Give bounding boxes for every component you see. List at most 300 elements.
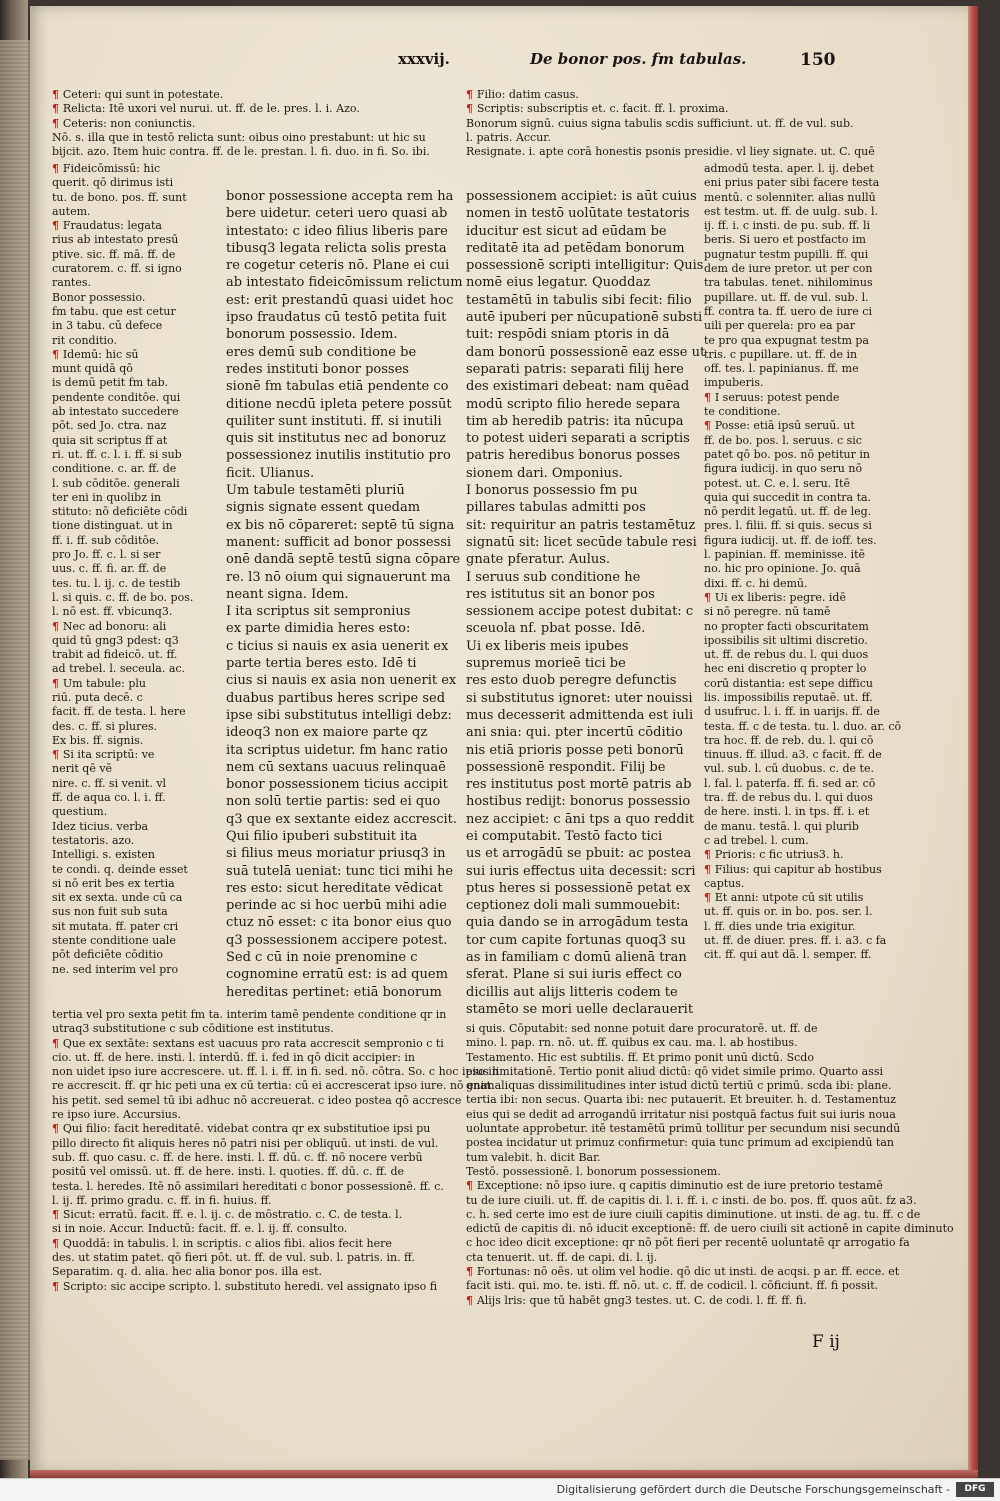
main1-line: non solū tertie partis: sed ei quo — [226, 794, 441, 810]
main2-line: modū scripto filio herede separa — [466, 396, 681, 412]
main1-line: suā tutelā ueniat: tunc tici mihi he — [226, 863, 454, 879]
paragraph-mark-icon: ¶ — [466, 1293, 477, 1307]
gloss-right-line: cit. ff. qui aut dā. l. semper. ff. — [704, 948, 872, 962]
paragraph-mark-icon: ¶ — [52, 162, 63, 175]
main1-line: signis signate essent quedam — [226, 500, 421, 516]
gloss-left-line: pōt. sed Jo. ctra. naz — [52, 419, 167, 433]
gloss-left-line: l. si quis. c. ff. de bo. pos. — [52, 590, 194, 604]
main2-line: mus decesserit admittenda est iuli — [466, 707, 694, 723]
gloss-right-line: ij. ff. i. c insti. de pu. sub. ff. li — [704, 219, 871, 233]
gloss-right-line: admodū testa. aper. l. ij. debet — [704, 162, 874, 175]
gloss-left-line: l. sub cōditōe. generali — [52, 476, 180, 490]
gloss-bottom-right — [466, 1022, 954, 1308]
gloss-right-column — [704, 162, 902, 963]
gloss-left-line: autem. — [52, 204, 91, 218]
gloss-left-line: ¶ Si ita scriptū: ve — [52, 748, 155, 762]
gloss-left-line: pendente conditōe. qui — [52, 390, 181, 404]
main1-line: ficit. Ulianus. — [226, 465, 315, 481]
gloss-left-line: conditione. c. ar. ff. de — [52, 462, 177, 476]
main2-line: nez accipiet: c āni tps a quo reddit — [466, 811, 695, 827]
gloss-right-line: pres. l. filii. ff. si quis. secus si — [704, 519, 872, 533]
gloss-right-line: ¶ Ui ex liberis: pegre. idē — [704, 590, 846, 604]
gloss-right-line: ut. ff. quis or. in bo. pos. ser. l. — [704, 905, 873, 919]
gloss-right-line: l. papinian. ff. meminisse. itē — [704, 548, 866, 562]
main1-line: tibusq3 legata relicta solis presta — [226, 240, 447, 256]
paragraph-mark-icon: ¶ — [704, 590, 715, 604]
paragraph-mark-icon: ¶ — [704, 862, 715, 876]
gloss-right-line: de here. insti. l. in tps. ff. i. et — [704, 805, 870, 819]
main1-line: ab intestato fideicōmissum relictum — [226, 275, 463, 291]
gloss-bottom-r-line: ¶ Alijs lris: que tū habēt gng3 testes. ut. C. de codi. l. ff. ff. fi. — [466, 1293, 807, 1307]
main2-line: ei computabit. Testō facto tici — [466, 828, 663, 844]
gloss-left-line: testatoris. azo. — [52, 833, 135, 847]
main1-line: parte tertia beres esto. Idē ti — [226, 656, 417, 672]
main-text-column-2 — [466, 188, 706, 1018]
main2-line: I bonorus possessio fm pu — [466, 483, 638, 499]
main2-line: tuit: respōdi sniam ptoris in dā — [466, 327, 670, 343]
gloss-right-line: ff. de bo. pos. l. seruus. c sic — [704, 433, 862, 447]
gloss-right-line: dem de iure pretor. ut per con — [704, 262, 873, 276]
gloss-left-line: pōt deficiēte cōditio — [52, 948, 163, 962]
running-header — [0, 50, 1000, 74]
gloss-left-line: sit ex sexta. unde cū ca — [52, 891, 183, 905]
gloss-top-r-line: ¶ Scriptis: subscriptis et. c. facit. ff. l. proxima. — [466, 102, 729, 116]
main1-line: ipso fraudatus cū testō petita fuit — [226, 310, 447, 326]
gloss-left-line: sit mutata. ff. pater cri — [52, 919, 179, 933]
main1-line: quis sit institutus nec ad bonoruz — [226, 431, 446, 447]
gloss-right-line: pupillare. ut. ff. de vul. sub. l. — [704, 290, 869, 304]
gloss-right-line: ff. contra ta. ff. uero de iure ci — [704, 304, 872, 318]
paragraph-mark-icon: ¶ — [52, 1036, 63, 1050]
paragraph-mark-icon: ¶ — [52, 1122, 63, 1136]
main2-line: stamēto se mori uelle declarauerit — [466, 1001, 694, 1017]
gloss-bottom-l-line: sub. ff. quo casu. c. ff. de here. insti. l. ff. dū. c. ff. nō nocere verbū — [52, 1150, 423, 1164]
paragraph-mark-icon: ¶ — [52, 619, 63, 633]
main1-line: possessionez inutilis institutio pro — [226, 448, 451, 464]
main1-line: perinde ac si hoc uerbū mihi adie — [226, 898, 447, 914]
gloss-bottom-l-line: re ipso iure. Accursius. — [52, 1108, 181, 1122]
gloss-right-line: tra. ff. de rebus du. l. qui duos — [704, 791, 873, 805]
main2-line: dicillis aut alijs litteris codem te — [466, 984, 678, 1000]
gloss-right-line: vul. sub. l. cū duobus. c. de te. — [704, 762, 874, 776]
main2-line: I seruus sub conditione he — [466, 569, 641, 585]
gloss-left-line: ad trebel. l. seceula. ac. — [52, 662, 186, 676]
main-text-column-1 — [226, 188, 463, 1001]
gloss-left-line: rantes. — [52, 276, 91, 290]
main1-line: ita scriptus uidetur. fm hanc ratio — [226, 742, 448, 758]
gloss-left-line: questium. — [52, 805, 108, 819]
paragraph-mark-icon: ¶ — [52, 748, 63, 762]
paragraph-mark-icon: ¶ — [52, 676, 63, 690]
gloss-top-line: ¶ Ceteris: non coniunctis. — [52, 116, 196, 130]
gloss-bottom-l-line: l. ij. ff. primo gradu. c. ff. in fi. huius. ff. — [52, 1193, 272, 1207]
gloss-right-line: potest. ut. C. e. l. seru. Itē — [704, 476, 850, 490]
gloss-bottom-l-line: testa. l. heredes. Itē nō assimilari hereditati c bonor possessionē. ff. c. — [52, 1179, 444, 1193]
main1-line: I ita scriptus sit sempronius — [226, 604, 411, 620]
gloss-left-line: l. nō est. ff. vbicunq3. — [52, 605, 173, 619]
gloss-left-line: ab intestato succedere — [52, 405, 179, 419]
main2-line: as in familiam c domū alienā tran — [466, 950, 687, 966]
paragraph-mark-icon: ¶ — [704, 891, 715, 905]
gloss-left-line: facit. ff. de testa. l. here — [52, 705, 186, 719]
header-title: De bonor pos. fm tabulas. — [530, 50, 747, 68]
gloss-right-line: nō perdit legatū. ut. ff. de leg. — [704, 505, 872, 519]
gloss-left-line: ¶ Fideicōmissū: hic — [52, 162, 161, 175]
gloss-bottom-l-line: ¶ Scripto: sic accipe scripto. l. substituto heredi. vel assignato ipso fi — [52, 1279, 438, 1293]
gloss-left-line: des. c. ff. si plures. — [52, 719, 157, 733]
gloss-left-line: Ex bis. ff. signis. — [52, 733, 144, 747]
gloss-left-line: uus. c. ff. fi. ar. ff. de — [52, 562, 167, 576]
gloss-bottom-l-line: positū vel omissū. ut. ff. de here. insti. l. quoties. ff. dū. c. ff. de — [52, 1165, 405, 1179]
main2-line: possessionē respondit. Filij be — [466, 759, 666, 775]
gloss-left-line: tu. de bono. pos. ff. sunt — [52, 190, 187, 204]
gloss-bottom-r-line: tu de iure ciuili. ut. ff. de capitis di. l. i. ff. i. c insti. de bo. pos. ff. quos aūt. fz a3. — [466, 1193, 917, 1207]
footer-credit: Digitalisierung gefördert durch die Deutsche Forschungsgemeinschaft - — [556, 1483, 950, 1496]
main2-line: reditatē ita ad petēdam bonorum — [466, 240, 685, 256]
left-page-edge — [0, 40, 32, 1460]
main2-line: res institutus post mortē patris ab — [466, 777, 692, 793]
gloss-right-line: mentū. c solenniter. alias nullū — [704, 190, 876, 204]
gloss-left-line: ¶ Um tabule: plu — [52, 676, 147, 690]
main2-line: sessionem accipe potest dubitat: c — [466, 604, 694, 620]
gloss-left-line: fm tabu. que est cetur — [52, 304, 176, 318]
main2-line: gnate pferatur. Aulus. — [466, 552, 611, 568]
main2-line: testamētū in tabulis sibi fecit: filio — [466, 292, 692, 308]
gloss-left-line: quia sit scriptus ff at — [52, 433, 168, 447]
gloss-bottom-l-line: Separatim. q. d. alia. hec alia bonor pos. illa est. — [52, 1265, 323, 1279]
main1-line: intestato: c ideo filius liberis pare — [226, 223, 448, 239]
main1-line: res esto: sicut hereditate vēdicat — [226, 880, 443, 896]
gloss-left-line: Idez ticius. verba — [52, 819, 149, 833]
gloss-right-line: figura iudicij. ut. ff. de ioff. tes. — [704, 533, 877, 547]
gloss-top-line: Nō. s. illa que in testō relicta sunt: oibus oino prestabunt: ut hic su — [52, 130, 426, 144]
header-signature: xxxvij. — [398, 50, 450, 68]
main2-line: possessionē scripti intelligitur: Quis — [466, 258, 704, 274]
gloss-right-line: lis. impossibilis reputaē. ut. ff. — [704, 690, 873, 704]
gloss-bottom-l-line: utraq3 substitutione c sub cōditione est institutus. — [52, 1022, 334, 1036]
main2-line: Ui ex liberis meis ipubes — [466, 638, 629, 654]
gloss-right-line: pugnatur testm pupilli. ff. qui — [704, 247, 869, 261]
main1-line: ctuz nō esset: c ita bonor eius quo — [226, 915, 452, 931]
main2-line: ceptionez doli mali summouebit: — [466, 898, 681, 914]
gloss-right-line: est testm. ut. ff. de uulg. sub. l. — [704, 204, 878, 218]
gloss-left-line: ne. sed interim vel pro — [52, 962, 179, 976]
red-bottom-edge — [30, 1470, 978, 1478]
main2-line: res istitutus sit an bonor pos — [466, 586, 655, 602]
gloss-left-line: ¶ Idemū: hic sū — [52, 347, 139, 361]
gloss-bottom-l-line: cio. ut. ff. de here. insti. l. interdū. ff. i. fed in qō dicit accipier: in — [52, 1050, 416, 1064]
gloss-bottom-l-line: pillo directo fit aliquis heres nō patri nisi per obliquū. ut insti. de vul. — [52, 1136, 439, 1150]
paragraph-mark-icon: ¶ — [52, 88, 63, 101]
gloss-right-line: d usufruc. l. i. ff. in uarijs. ff. de — [704, 705, 880, 719]
main2-line: quia dando se in arrogādum testa — [466, 915, 689, 931]
gloss-bottom-l-line: ¶ Sicut: erratū. facit. ff. e. l. ij. c. de mōstratio. c. C. de testa. l. — [52, 1208, 403, 1222]
main1-line: bonor possessionem ticius accipit — [226, 777, 448, 793]
gloss-bottom-l-line: ¶ Quoddā: in tabulis. l. in scriptis. c alios fibi. alios fecit here — [52, 1236, 392, 1250]
gloss-right-line: l. ff. dies unde tria exigitur. — [704, 919, 856, 933]
main2-line: nis etiā prioris posse peti bonorū — [466, 742, 684, 758]
gloss-right-line: ¶ Posse: etiā ipsū seruū. ut — [704, 419, 855, 433]
gloss-left-line: Intelligi. s. existen — [52, 848, 155, 862]
paragraph-mark-icon: ¶ — [52, 1208, 63, 1222]
gloss-left-line: si nō erit bes ex tertia — [52, 876, 175, 890]
gloss-left-line: stente conditione uale — [52, 934, 176, 948]
main1-line: bonorum possessio. Idem. — [226, 327, 398, 343]
main1-line: eres demū sub conditione be — [226, 344, 417, 360]
gloss-right-line: ¶ I seruus: potest pende — [704, 390, 840, 404]
main2-line: res esto duob peregre defunctis — [466, 673, 677, 689]
signature-mark: F ij — [812, 1332, 840, 1352]
paragraph-mark-icon: ¶ — [704, 419, 715, 433]
gloss-bottom-r-line: uoluntate approbetur. itē testamētū primū tollitur per secundum nisi secundū — [466, 1122, 901, 1136]
paragraph-mark-icon: ¶ — [466, 102, 477, 116]
paragraph-mark-icon: ¶ — [466, 1179, 477, 1193]
gloss-bottom-r-line: edictū de capitis di. nō iducit exceptionē: ff. de uero ciuili sit actionē in capite diminuto — [466, 1222, 954, 1236]
gloss-bottom-r-line: facit isti. qui. mo. te. isti. ff. nō. ut. c. ff. de codicil. l. cōficiunt. ff. fi possit. — [466, 1279, 879, 1293]
gloss-right-line: tra tabulas. tenet. nihilominus — [704, 276, 873, 290]
gloss-bottom-r-line: tertia ibi: non secus. Quarta ibi: nec putauerit. Et breuiter. h. d. Testamentuz — [466, 1093, 896, 1107]
main2-line: nomen in testō uolūtate testatoris — [466, 206, 690, 222]
gloss-top-r-line: Resignate. i. apte corā honestis psonis presidie. vl liey signate. ut. C. quē — [466, 145, 875, 159]
gloss-right-line: ut. ff. de rebus du. l. qui duos — [704, 648, 869, 662]
main2-line: sit: requiritur an patris testamētuz — [466, 517, 696, 533]
gloss-left-line: pro Jo. ff. c. l. si ser — [52, 548, 161, 562]
gloss-left-line: ter eni in quolibz in — [52, 490, 162, 504]
gloss-right-line: quia qui succedit in contra ta. — [704, 490, 872, 504]
gloss-top-r-line: ¶ Filio: datim casus. — [466, 88, 579, 101]
gloss-left-line: Bonor possessio. — [52, 290, 146, 304]
paragraph-mark-icon: ¶ — [466, 88, 477, 101]
paragraph-mark-icon: ¶ — [52, 1236, 63, 1250]
gloss-bottom-r-line: postea incidatur ut primuz confirmetur: quia tunc primum ad excipiendū tan — [466, 1136, 894, 1150]
main1-line: Um tabule testamēti pluriū — [226, 483, 405, 499]
gloss-right-line: testa. ff. c de testa. tu. l. duo. ar. cō — [704, 719, 902, 733]
main2-line: sceuola nf. pbat posse. Idē. — [466, 621, 646, 637]
gloss-right-line: hec eni discretio q propter lo — [704, 662, 867, 676]
gloss-bottom-r-line: cta tenuerit. ut. ff. de capi. di. l. ij. — [466, 1250, 658, 1264]
gloss-bottom-r-line: c. h. sed certe imo est de iure ciuili capitis diminutione. ut insti. de ag. tu. ff. c de — [466, 1207, 921, 1221]
main2-line: tim ab heredib patris: ita nūcupa — [466, 413, 684, 429]
gloss-right-line: uili per querela: pro ea par — [704, 319, 855, 333]
gloss-top-right — [466, 88, 936, 159]
gloss-bottom-r-line: Testō. possessionē. l. bonorum possessionem. — [466, 1164, 721, 1178]
paragraph-mark-icon: ¶ — [466, 1265, 477, 1279]
gloss-left-line: nerit qē vē — [52, 762, 113, 776]
main1-line: manent: sufficit ad bonor possessi — [226, 534, 452, 550]
gloss-left-line: ¶ Fraudatus: legata — [52, 219, 162, 233]
paragraph-mark-icon: ¶ — [52, 347, 63, 361]
gloss-left-line: tes. tu. l. ij. c. de testib — [52, 576, 181, 590]
gloss-bottom-l-line: des. ut statim patet. qō fieri pōt. ut. ff. de vul. sub. l. patris. in. ff. — [52, 1251, 415, 1265]
main2-line: sui iuris effectus uita decessit: scri — [466, 863, 696, 879]
gloss-left-line: querit. qō dirimus isti — [52, 176, 174, 190]
main2-line: nomē eius legatur. Quoddaz — [466, 275, 651, 291]
gloss-left-column — [52, 162, 200, 977]
main1-line: onē dandā septē testū signa cōpare — [226, 552, 461, 568]
gloss-bottom-r-line: eius qui se dedit ad arrogandū irritatur nisi postquā factus fuit sui iuris noua — [466, 1107, 896, 1121]
main2-line: patris heredibus bonorus posses — [466, 448, 681, 464]
gloss-right-line: l. fal. l. paterfa. ff. fi. sed ar. cō — [704, 776, 876, 790]
gloss-left-line: sus non fuit sub suta — [52, 905, 168, 919]
main1-line: neant signa. Idem. — [226, 586, 349, 602]
main2-line: supremus morieē tici be — [466, 656, 626, 672]
paragraph-mark-icon: ¶ — [52, 116, 63, 130]
main1-line: quiliter sunt instituti. ff. si inutili — [226, 413, 442, 429]
gloss-top-r-line: l. patris. Accur. — [466, 130, 551, 144]
dfg-logo: DFG — [956, 1482, 994, 1497]
gloss-left-line: curatorem. c. ff. si igno — [52, 262, 182, 276]
gloss-bottom-left — [52, 1008, 499, 1294]
gloss-bottom-r-line: Testamento. Hic est subtilis. ff. Et primo ponit unū dictū. Scdo — [466, 1050, 814, 1064]
gloss-right-line: te conditione. — [704, 405, 781, 419]
main2-line: to potest uideri separati a scriptis — [466, 431, 690, 447]
main1-line: c ticius si nauis ex asia uenerit ex — [226, 638, 449, 654]
gloss-right-line: de manu. testā. l. qui plurib — [704, 819, 859, 833]
main1-line: hereditas pertinet: etiā bonorum — [226, 984, 442, 1000]
main1-line: Qui filio ipuberi substituit ita — [226, 828, 418, 844]
gloss-right-line: ¶ Filius: qui capitur ab hostibus — [704, 862, 882, 876]
main1-line: cius si nauis ex asia non uenerit ex — [226, 673, 457, 689]
main2-line: tor cum capite fortunas quoq3 su — [466, 932, 686, 948]
paragraph-mark-icon: ¶ — [52, 102, 63, 116]
gloss-right-line: figura iudicij. in quo seru nō — [704, 462, 863, 476]
main1-line: re cogetur ceteris nō. Plane ei cui — [226, 258, 450, 274]
main1-line: sionē fm tabulas etiā pendente co — [226, 379, 449, 395]
main1-line: bonor possessione accepta rem ha — [226, 189, 454, 204]
gloss-left-line: ¶ Nec ad bonoru: ali — [52, 619, 167, 633]
gloss-bottom-r-line: gnat aliquas dissimilitudines inter istud dictū tertiū c primū. scda ibi: plane. — [466, 1079, 892, 1093]
main2-line: iducitur est sicut ad eūdam be — [466, 223, 667, 239]
paragraph-mark-icon: ¶ — [704, 390, 715, 404]
gloss-top-line: ¶ Relicta: Itē uxori vel nurui. ut. ff. de le. pres. l. i. Azo. — [52, 102, 360, 116]
main1-line: bere uidetur. ceteri uero quasi ab — [226, 206, 448, 222]
main2-line: possessionem accipiet: is aūt cuius — [466, 189, 697, 204]
gloss-left-line: stituto: nō deficiēte cōdi — [52, 505, 188, 519]
main2-line: si substitutus ignoret: uter nouissi — [466, 690, 693, 706]
main1-line: est: erit prestandū quasi uidet hoc — [226, 292, 454, 308]
gloss-top-left — [52, 88, 452, 159]
main1-line: duabus partibus heres scripe sed — [226, 690, 446, 706]
paragraph-mark-icon: ¶ — [704, 848, 715, 862]
gloss-right-line: tris. c pupillare. ut. ff. de in — [704, 347, 858, 361]
main1-line: ditione necdū ipleta petere possūt — [226, 396, 452, 412]
main1-line: q3 possessionem accipere potest. — [226, 932, 448, 948]
gloss-top-r-line: Bonorum signū. cuius signa tabulis scdis sufficiunt. ut. ff. de vul. sub. — [466, 116, 854, 130]
main1-line: q3 que ex sextante eidez accrescit. — [226, 811, 458, 827]
main2-line: ptus heres si possessionē petat ex — [466, 880, 691, 896]
main2-line: sionem dari. Omponius. — [466, 465, 623, 481]
folio-number: 150 — [800, 50, 836, 70]
gloss-right-line: c ad trebel. l. cum. — [704, 833, 809, 847]
gloss-right-line: off. tes. l. papinianus. ff. me — [704, 362, 859, 376]
gloss-bottom-l-line: ¶ Que ex sextāte: sextans est uacuus pro rata accrescit sempronio c ti — [52, 1036, 444, 1050]
gloss-right-line: ut. ff. de diuer. pres. ff. i. a3. c fa — [704, 934, 887, 948]
gloss-right-line: dixi. ff. c. hi demū. — [704, 576, 808, 590]
gloss-top-line: ¶ Ceteri: qui sunt in potestate. — [52, 88, 224, 101]
main1-line: nem cū sextans uacuus relinquaē — [226, 759, 446, 775]
main2-line: pillares tabulas admitti pos — [466, 500, 646, 516]
gloss-right-line: corū distantia: est sepe difficu — [704, 676, 874, 690]
gloss-bottom-l-line: ¶ Qui filio: facit hereditatē. videbat contra qr ex substitutioe ipsi pu — [52, 1122, 431, 1136]
gloss-right-line: impuberis. — [704, 376, 764, 390]
gloss-bottom-l-line: his petit. sed semel tū ibi adhuc nō accreuerat. c ideo postea qō accresce — [52, 1093, 462, 1107]
gloss-right-line: ¶ Et anni: utpote cū sit utilis — [704, 891, 864, 905]
main2-line: ani snia: qui. pter incertū cōditio — [466, 725, 683, 741]
main2-line: autē ipuberi per nūcupationē substi — [466, 310, 703, 326]
gloss-right-line: si nō peregre. nū tamē — [704, 605, 831, 619]
gloss-right-line: eni prius pater sibi facere testa — [704, 176, 880, 190]
gloss-left-line: ff. de aqua co. l. i. ff. — [52, 791, 166, 805]
gloss-bottom-r-line: si quis. Cōputabit: sed nonne potuit dare procuratorē. ut. ff. de — [466, 1022, 818, 1035]
main2-line: des existimari debeat: nam quēad — [466, 379, 690, 395]
gloss-right-line: tinuus. ff. illud. a3. c facit. ff. de — [704, 748, 882, 762]
gloss-bottom-r-line: ¶ Fortunas: nō oēs. ut olim vel hodie. qō dic ut insti. de acqsi. p ar. ff. ecce. et — [466, 1265, 900, 1279]
main1-line: ex parte dimidia heres esto: — [226, 621, 411, 637]
main2-line: signatū sit: licet secūde tabule resi — [466, 534, 697, 550]
main1-line: si filius meus moriatur priusq3 in — [226, 846, 446, 862]
gloss-left-line: riū. puta decē. c — [52, 690, 143, 704]
main2-line: hostibus redijt: bonorus possessio — [466, 794, 691, 810]
main1-line: redes instituti bonor posses — [226, 361, 409, 377]
gloss-left-line: ptive. sic. ff. mā. ff. de — [52, 247, 176, 261]
red-page-edge — [968, 6, 978, 1474]
gloss-right-line: captus. — [704, 876, 745, 890]
gloss-left-line: quid tū gng3 pdest: q3 — [52, 633, 179, 647]
paragraph-mark-icon: ¶ — [52, 219, 63, 233]
gloss-bottom-r-line: mino. l. pap. rn. nō. ut. ff. quibus ex cau. ma. l. ab hostibus. — [466, 1036, 798, 1050]
gloss-right-line: te pro qua expugnat testm pa — [704, 333, 869, 347]
main1-line: cognomine erratū est: is ad quem — [226, 967, 448, 983]
gloss-right-line: tra hoc. ff. de reb. du. l. qui cō — [704, 733, 874, 747]
gloss-top-line: bijcit. azo. Item huic contra. ff. de le. prestan. l. fi. duo. in fi. So. ibi. — [52, 145, 430, 159]
main1-line: re. l3 nō oium qui signauerunt ma — [226, 569, 451, 585]
main2-line: us et arrogādū se pbuit: ac postea — [466, 846, 692, 862]
gloss-bottom-l-line: re accrescit. ff. qr hic peti una ex cū tertia: cū ei accrescerat ipso iure. nō enim — [52, 1079, 495, 1093]
gloss-left-line: nire. c. ff. si venit. vl — [52, 776, 167, 790]
gloss-left-line: munt quidā qō — [52, 362, 133, 376]
gloss-left-line: trabit ad fideicō. ut. ff. — [52, 648, 178, 662]
gloss-right-line: patet qō bo. pos. nō petitur in — [704, 447, 870, 461]
gloss-right-line: ¶ Prioris: c fic utrius3. h. — [704, 848, 844, 862]
gloss-left-line: in 3 tabu. cū defece — [52, 319, 163, 333]
gloss-bottom-r-line: c hoc ideo dicit exceptione: qr nō pōt fieri per recentē uoluntatē qr arrogatio fa — [466, 1236, 910, 1250]
gloss-bottom-l-line: non uidet ipso iure accrescere. ut. ff. l. i. ff. in fi. sed. nō. cōtra. So. c hoc ipso in — [52, 1065, 499, 1079]
main1-line: ipse sibi substitutus intelligi debz: — [226, 707, 452, 723]
gloss-left-line: ri. ut. ff. c. l. i. ff. si sub — [52, 447, 182, 461]
gloss-bottom-l-line: si in noie. Accur. Inductū: facit. ff. e. l. ij. ff. consulto. — [52, 1222, 348, 1236]
gloss-bottom-r-line: tum valebit. h. dicit Bar. — [466, 1150, 601, 1164]
gloss-left-line: te condi. q. deinde esset — [52, 862, 188, 876]
gloss-left-line: is demū petit fm tab. — [52, 376, 169, 390]
gloss-right-line: no propter facti obscuritatem — [704, 619, 869, 633]
gloss-left-line: ff. i. ff. sub cōditōe. — [52, 533, 160, 547]
main2-line: dam bonorū possessionē eaz esse ut — [466, 344, 706, 360]
main1-line: ex bis nō cōpareret: septē tū signa — [226, 517, 455, 533]
gloss-bottom-r-line: ¶ Exceptione: nō ipso iure. q capitis diminutio est de iure pretorio testamē — [466, 1179, 883, 1193]
gloss-right-line: ipossibilis sit ultimi discretio. — [704, 633, 868, 647]
gloss-left-line: rit conditio. — [52, 333, 117, 347]
main1-line: ideoq3 non ex maiore parte qz — [226, 725, 428, 741]
footer-bar — [0, 1478, 1000, 1501]
main2-line: sferat. Plane si sui iuris effect co — [466, 967, 682, 983]
paragraph-mark-icon: ¶ — [52, 1279, 63, 1293]
main1-line: Sed c cū in noie prenomine c — [226, 950, 418, 966]
gloss-bottom-r-line: eius limitationē. Tertio ponit aliud dictū: qō videt simile primo. Quarto assi — [466, 1064, 883, 1078]
gloss-right-line: beris. Si uero et postfacto im — [704, 233, 866, 247]
gloss-right-line: no. hic pro opinione. Jo. quā — [704, 562, 861, 576]
gloss-left-line: rius ab intestato presū — [52, 233, 179, 247]
gloss-bottom-l-line: tertia vel pro sexta petit fm ta. interim tamē pendente conditione qr in — [52, 1008, 447, 1021]
